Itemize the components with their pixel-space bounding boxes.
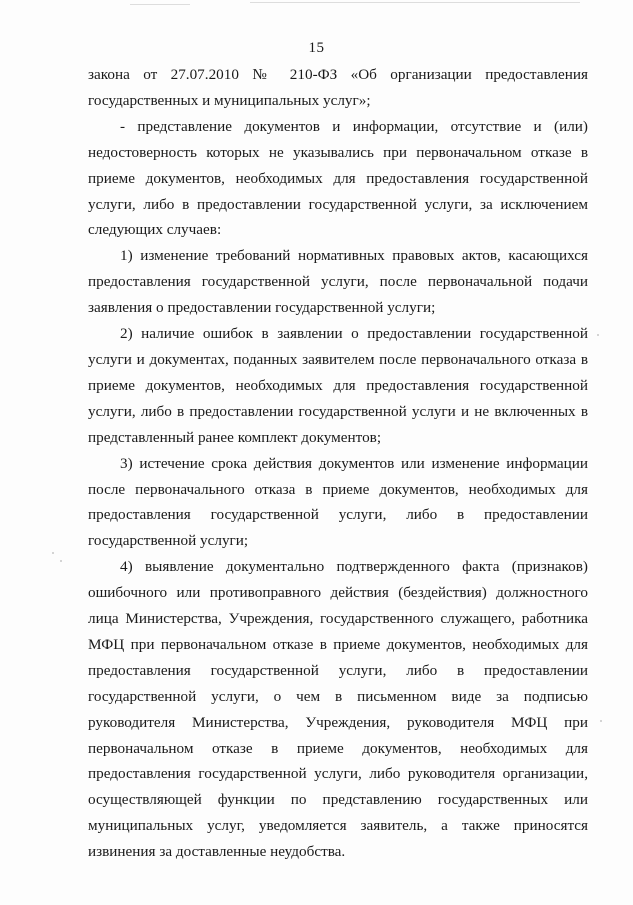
paragraph-law-reference: закона от 27.07.2010 № 210-ФЗ «Об организации предоставления государственных и муниципальных услуг»; [88,66,588,109]
paragraph-case-4: 4) выявление документально подтвержденного факта (признаков) ошибочного или противоправного действия (бездействия) должностного лица Министерства, Учреждения, государственного служащего, работника МФЦ при первоначальном отказе в приеме документов, необходимых для предоставления государственной услуги, либо в предоставлении государственной услуги, о чем в письменном виде за подписью руководителя Министерства, Учреждения, руководителя МФЦ при первоначальном отказе в приеме документов, необходимых для предоставления государственной услуги, либо руководителя организации, осуществляющей функции по представлению государственных или муниципальных услуг, уведомляется заявитель, а также приносятся извинения за доставленные неудобства. [88,558,588,861]
scan-artifact-top-left [130,4,190,5]
scan-speck [597,334,599,336]
scan-artifact-top-right [250,2,580,3]
paragraph-case-1: 1) изменение требований нормативных правовых актов, касающихся предоставления государственной услуги, после первоначальной подачи заявления о предоставлении государственной услуги; [88,247,588,317]
scan-speck [600,720,602,722]
paragraph-documents-item: - представление документов и информации, отсутствие и (или) недостоверность которых не указывались при первоначальном отказе в приеме документов, необходимых для предоставления государственной услуги, либо в предоставлении государственной услуги, за исключением следующих случаев: [88,117,588,239]
document-body [88,62,588,865]
scan-speck [60,560,62,562]
paragraph-case-2: 2) наличие ошибок в заявлении о предоставлении государственной услуги и документах, поданных заявителем после первоначального отказа в приеме документов, необходимых для предоставления государственной услуги, либо в предоставлении государственной услуги и не включенных в представленный ранее комплект документов; [88,325,588,446]
page-number: 15 [308,40,325,56]
scan-speck [52,552,54,554]
paragraph-case-3: 3) истечение срока действия документов или изменение информации после первоначального отказа в приеме документов, необходимых для предоставления государственной услуги, либо в предоставлении государственной услуги; [88,454,588,550]
